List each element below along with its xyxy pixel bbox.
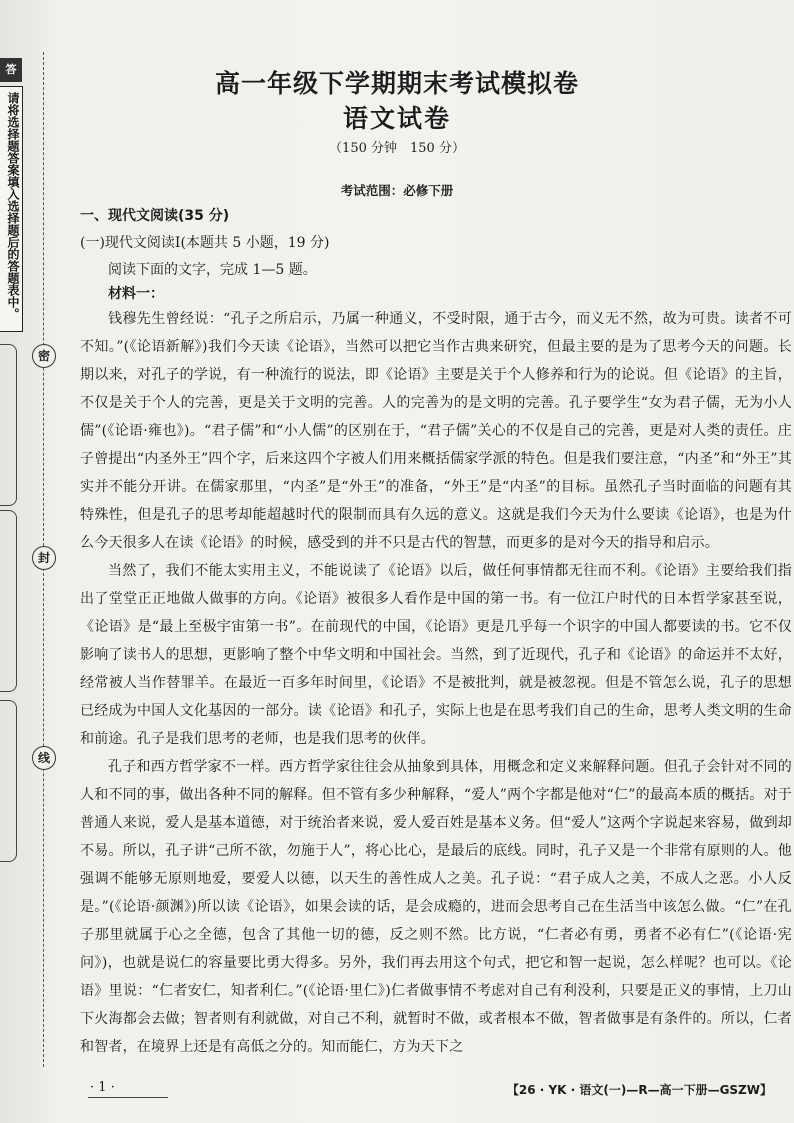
exam-scope: 考试范围：必修下册 (340, 183, 454, 198)
side-instruction-note: 请将选择题答案填入选择题后的答题表中。 (6, 92, 20, 320)
paragraph: 当然了，我们不能太实用主义，不能说读了《论语》以后，做任何事情都无往而不利。《论语》主要给我们指出了堂堂正正地做人做事的方向。《论语》被很多人看作是中国的第一书。有一位江户时代的日本哲学家甚至说，《论语》是“最上至极宇宙第一书”。在前现代的中国，《论语》更是几乎每一个识字的中国人都要读的书。它不仅影响了读书人的思想，更影响了整个中华文明和中国社会。当然，到了近现代，孔子和《论语》的命运并不太好，经常被人当作替罪羊。在最近一百多年时间里，《论语》不是被批判，就是被忽视。但是不管怎么说，孔子的思想已经成为中国人文化基因的一部分。读《论语》和孔子，实际上也是在思考我们自己的生命，思考人类文明的生命和前途。孔子是我们思考的老师，也是我们思考的伙伴。 (80, 563, 792, 747)
section-heading: 一、现代文阅读(35 分) (80, 208, 230, 224)
seal-char-xian: 线 (32, 746, 56, 770)
exam-subject: 语文试卷 (342, 104, 451, 133)
binding-bracket (0, 510, 17, 692)
material-label: 材料一： (108, 286, 164, 302)
paragraph: 钱穆先生曾经说：“孔子之所启示，乃属一种通义，不受时限，通于古今，而义无不然，故为可贵。读者不可不知。”(《论语新解》)我们今天读《论语》，当然可以把它当作古典来研究，但最主要的是为了思考今天的问题。长期以来，对孔子的学说，有一种流行的说法，即《论语》主要是关于个人修养和行为的论说。但《论语》的主旨，不仅是关于个人的完善，更是关于文明的完善。人的完善为的是文明的完善。孔子要学生“女为君子儒，无为小人儒”(《论语·雍也》)。“君子儒”和“小人儒”的区别在于，“君子儒”关心的不仅是自己的完善，更是对人类的责任。庄子曾提出“内圣外王”四个字，后来这四个字被人们用来概括儒家学派的特色。但是我们要注意，“内圣”和“外王”其实并不能分开讲。在儒家那里，“内圣”是“外王”的准备，“外王”是“内圣”的目标。虽然孔子当时面临的问题有其特殊性，但是孔子的思考却能超越时代的限制而具有久远的意义。这就是我们今天为什么要读《论语》，也是为什么今天很多人在读《论语》的时候，感受到的并不只是古代的智慧，而更多的是对今天的指导和启示。 (80, 311, 792, 551)
page-number: · 1 · (90, 1080, 115, 1095)
binding-bracket (0, 344, 17, 506)
answer-tag: 答 (0, 58, 22, 82)
exam-title: 高一年级下学期期末考试模拟卷 (214, 69, 579, 98)
section-subheading: (一)现代文阅读Ⅰ(本题共 5 小题，19 分) (80, 235, 330, 251)
reading-instruction: 阅读下面的文字，完成 1—5 题。 (108, 262, 317, 278)
seal-char-mi: 密 (32, 344, 56, 368)
paper-code: 【26 · YK · 语文(一)—R—高一下册—GSZW】 (506, 1083, 772, 1097)
page-number-underline (88, 1097, 168, 1098)
binding-bracket (0, 700, 17, 862)
exam-duration: （150 分钟 150 分） (329, 141, 465, 156)
paragraph: 孔子和西方哲学家不一样。西方哲学家往往会从抽象到具体，用概念和定义来解释问题。但孔子会针对不同的人和不同的事，做出各种不同的解释。但不管有多少种解释，“爱人”两个字都是他对“仁”的最高本质的概括。对于普通人来说，爱人是基本道德，对于统治者来说，爱人爱百姓是基本义务。但“爱人”这两个字说起来容易，做到却不易。所以，孔子讲“己所不欲，勿施于人”，将心比心，是最后的底线。同时，孔子又是一个非常有原则的人。他强调不能够无原则地爱，要爱人以德，以天生的善性成人之美。孔子说：“君子成人之美，不成人之恶。小人反是。”(《论语·颜渊》)所以读《论语》，如果会读的话，是会成瘾的，进而会思考自己在生活当中该怎么做。“仁”在孔子那里就属于心之全德，包含了其他一切的德，反之则不然。比方说，“仁者必有勇，勇者不必有仁”(《论语·宪问》)，也就是说仁的容量要比勇大得多。另外，我们再去用这个句式，把它和智一起说，怎么样呢？也可以。《论语》里说：“仁者安仁，知者利仁。”(《论语·里仁》)仁者做事情不考虑对自己有利没利，只要是正义的事情，上刀山下火海都会去做；智者则有利就做，对自己不利，就暂时不做，或者根本不做，智者做事是有条件的。所以，仁者和智者，在境界上还是有高低之分的。知而能仁，方为天下之 (80, 759, 792, 1055)
reading-passage (80, 305, 792, 1061)
seal-char-feng: 封 (32, 546, 56, 570)
